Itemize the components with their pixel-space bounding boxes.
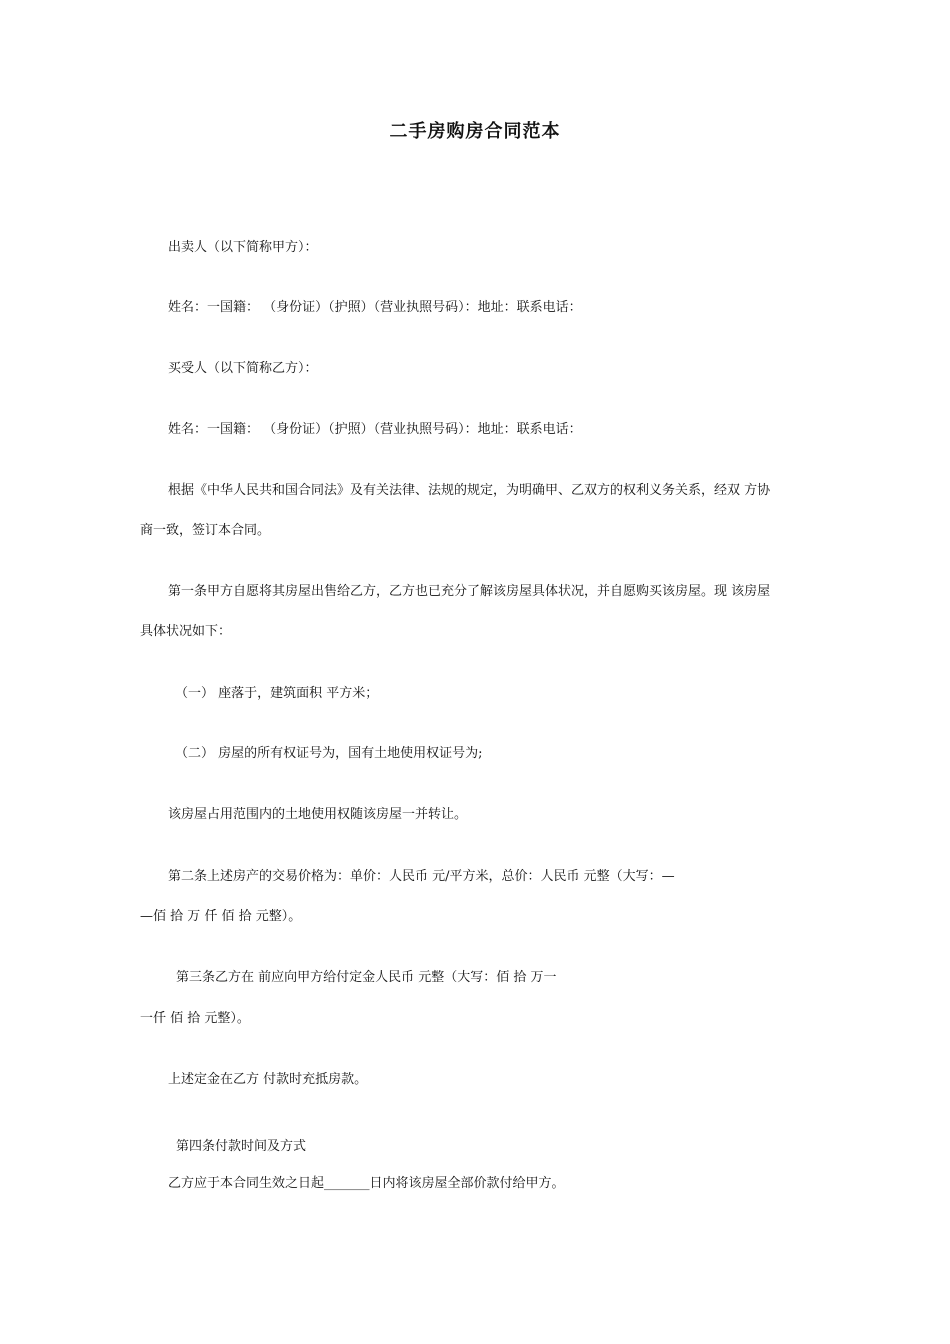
buyer-heading: 买受人（以下简称乙方）： [168, 361, 318, 376]
land-use-line: 该房屋占用范围内的土地使用权随该房屋一并转让。 [168, 807, 468, 822]
article-3-line-2: 一仟 佰 拾 元整）。 [140, 1011, 250, 1026]
article-2-line-2: —佰 拾 万 仟 佰 拾 元整）。 [140, 909, 302, 924]
item-2-line: （二） 房屋的所有权证号为，国有土地使用权证号为; [175, 746, 483, 761]
article-4-heading: 第四条付款时间及方式 [176, 1139, 307, 1154]
seller-info-line: 姓名：一国籍： （身份证）（护照）（营业执照号码）：地址：联系电话： [168, 300, 582, 315]
article-1-line-2: 具体状况如下： [140, 624, 232, 639]
preamble-line-2: 商一致，签订本合同。 [140, 523, 271, 538]
buyer-info-line: 姓名：一国籍： （身份证）（护照）（营业执照号码）：地址：联系电话： [168, 422, 582, 437]
seller-heading: 出卖人（以下简称甲方）： [168, 240, 318, 255]
article-1-line-1: 第一条甲方自愿将其房屋出售给乙方，乙方也已充分了解该房屋具体状况，并自愿购买该房屋。现 该房屋 [168, 584, 771, 599]
article-4-line-1: 乙方应于本合同生效之日起_______日内将该房屋全部价款付给甲方。 [168, 1176, 565, 1191]
article-3-line-1: 第三条乙方在 前应向甲方给付定金人民币 元整（大写：佰 拾 万一 [176, 970, 557, 985]
deposit-offset-line: 上述定金在乙方 付款时充抵房款。 [168, 1072, 368, 1087]
preamble-line-1: 根据《中华人民共和国合同法》及有关法律、法规的规定，为明确甲、乙双方的权利义务关系，经双 方协 [168, 483, 771, 498]
item-1-line: （一） 座落于，建筑面积 平方米； [175, 686, 379, 701]
document-title: 二手房购房合同范本 [389, 121, 561, 142]
article-2-line-1: 第二条上述房产的交易价格为：单价：人民币 元/平方米，总价：人民币 元整（大写：— [168, 869, 675, 884]
